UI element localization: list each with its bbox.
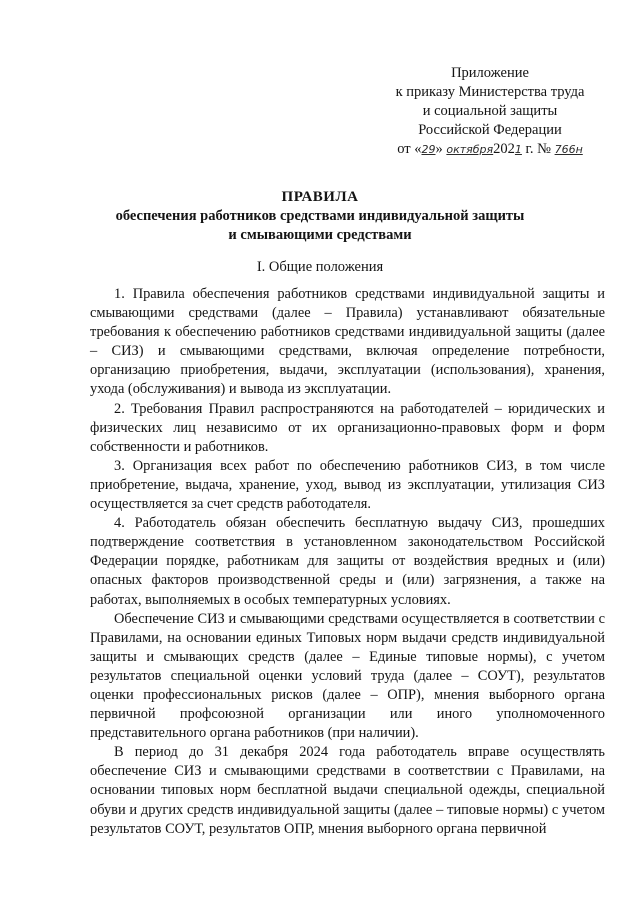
date-day-handwritten: 29 — [421, 143, 436, 156]
paragraph-6: В период до 31 декабря 2024 года работодатель вправе осуществлять обеспечение СИЗ и смывающими средствами в соответствии с Правилами, на основании типовых норм бесплатной выдачи специальной одежды, специальной обуви и других средств индивидуальной защиты (далее – типовые нормы) с учетом результатов СОУТ, результатов ОПР, мнения выборного органа первичной — [90, 744, 605, 837]
date-prefix: от « — [397, 141, 422, 157]
title-line-1: обеспечения работников средствами индивидуальной защиты — [115, 208, 525, 224]
date-suffix: г. № — [521, 141, 551, 157]
date-year-handwritten: 1 — [514, 143, 522, 156]
paragraph-2: 2. Требования Правил распространяются на работодателей – юридических и физических лиц независимо от их организационно-правовых форм и форм собственности и работников. — [90, 400, 605, 455]
paragraph-4: 4. Работодатель обязан обеспечить бесплатную выдачу СИЗ, прошедших подтверждение соответствия в установленном законодательством Российской Федерации порядке, работникам для защиты от воздействия вредных и (или) опасных факторов производственной среды и (или) загрязнения, а также на работах, выполняемых в особых температурных условиях. — [90, 515, 605, 608]
appendix-label: Приложение — [451, 65, 529, 81]
appendix-country-line: Российской Федерации — [418, 122, 562, 138]
order-number-handwritten: 766н — [554, 143, 583, 156]
section-heading: I. Общие положения — [256, 259, 384, 275]
date-year: 202 — [493, 141, 515, 157]
paragraph-5: Обеспечение СИЗ и смывающими средствами осуществляется в соответствии с Правилами, на основании единых Типовых норм выдачи средств индивидуальной защиты и смывающих средств (далее – Единые типовые нормы), с учетом результатов специальной оценки условий труда (далее – СОУТ), результатов оценки профессиональных рисков (далее – ОПР), мнения выборного органа первичной профсоюзной организации или иного уполномоченного представительного органа работников (при наличии). — [90, 610, 605, 742]
appendix-order-ref: к приказу Министерства труда — [395, 84, 585, 100]
document-title — [0, 188, 640, 245]
appendix-ministry-line: и социальной защиты — [422, 103, 558, 119]
appendix-date-line — [360, 140, 620, 159]
title-main: ПРАВИЛА — [281, 189, 359, 205]
paragraph-3: 3. Организация всех работ по обеспечению работников СИЗ, в том числе приобретение, выдача, хранение, уход, вывод из эксплуатации, утилизация СИЗ осуществляется за счет средств работодателя. — [90, 457, 605, 513]
paragraph-1: 1. Правила обеспечения работников средствами индивидуальной защиты и смывающими средствами (далее – Правила) устанавливают обязательные требования к обеспечению работников средствами индивидуальной защиты (далее – СИЗ) и смывающими средствами, включая определение потребности, организацию приобретения, выдачи, эксплуатации (использования), хранения, ухода (обслуживания) и вывода из эксплуатации. — [90, 286, 605, 398]
date-month-handwritten: октября — [446, 143, 494, 156]
date-mid: » — [435, 141, 443, 157]
title-line-2: и смывающими средствами — [228, 227, 412, 243]
appendix-header — [360, 64, 620, 159]
document-body — [90, 285, 605, 839]
